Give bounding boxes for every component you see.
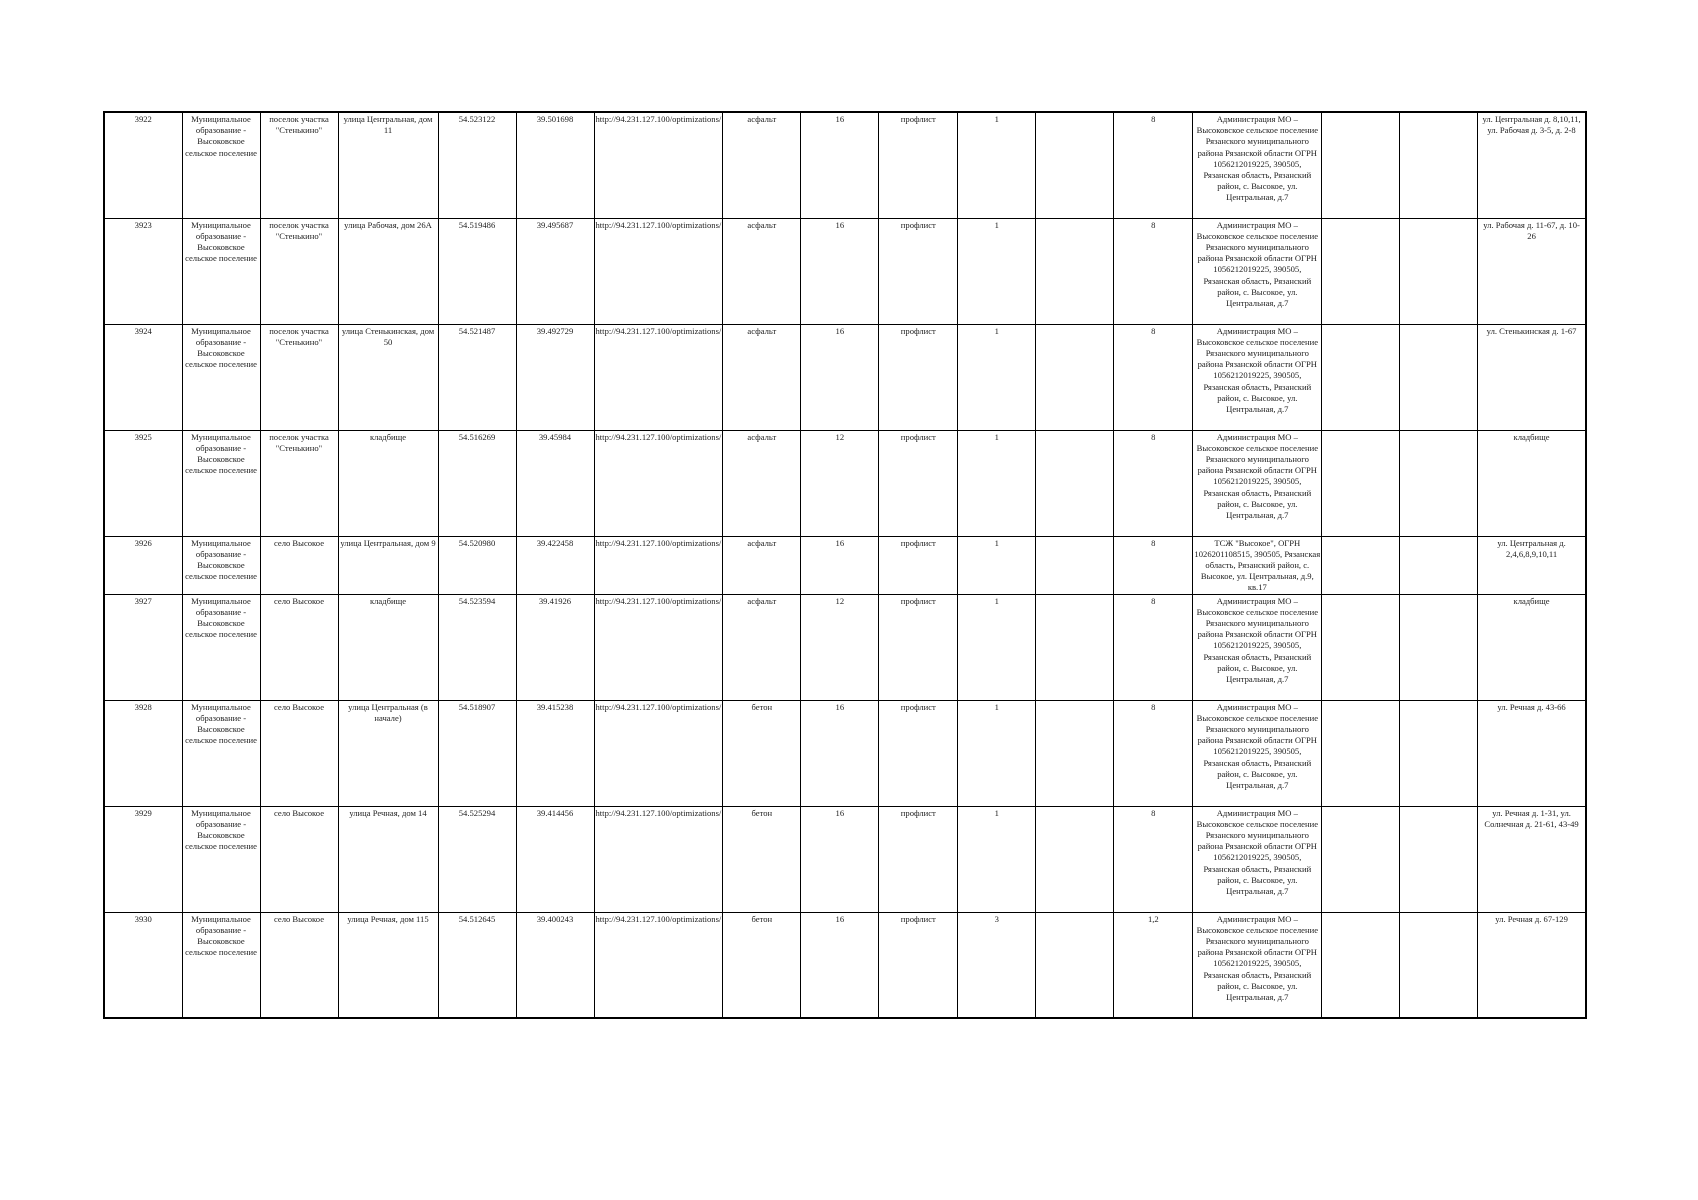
- cell-surface: бетон: [723, 806, 801, 912]
- cell-containers: 1: [958, 430, 1036, 536]
- cell-surface: бетон: [723, 700, 801, 806]
- cell-address: улица Центральная (в начале): [338, 700, 438, 806]
- cell-settlement: село Высокое: [260, 912, 338, 1018]
- cell-address: улица Центральная, дом 9: [338, 536, 438, 594]
- cell-municipality: Муниципальное образование - Высоковское сельское поселение: [182, 218, 260, 324]
- cell-empty-15: [1322, 324, 1400, 430]
- cell-empty-12: [1036, 112, 1114, 218]
- cell-area: 12: [801, 430, 879, 536]
- cell-longitude: 39.501698: [516, 112, 594, 218]
- cell-containers: 3: [958, 912, 1036, 1018]
- cell-address: улица Речная, дом 115: [338, 912, 438, 1018]
- cell-settlement: поселок участка "Стенькино": [260, 324, 338, 430]
- cell-empty-12: [1036, 536, 1114, 594]
- cell-latitude: 54.516269: [438, 430, 516, 536]
- cell-municipality: Муниципальное образование - Высоковское сельское поселение: [182, 430, 260, 536]
- cell-empty-15: [1322, 806, 1400, 912]
- cell-area: 16: [801, 700, 879, 806]
- cell-id: 3924: [104, 324, 182, 430]
- cell-sources: ул. Центральная д. 2,4,6,8,9,10,11: [1478, 536, 1586, 594]
- cell-empty-15: [1322, 594, 1400, 700]
- cell-municipality: Муниципальное образование - Высоковское сельское поселение: [182, 324, 260, 430]
- cell-volume: 8: [1114, 536, 1193, 594]
- cell-municipality: Муниципальное образование - Высоковское сельское поселение: [182, 806, 260, 912]
- cell-empty-15: [1322, 218, 1400, 324]
- cell-area: 16: [801, 912, 879, 1018]
- cell-address: улица Центральная, дом 11: [338, 112, 438, 218]
- cell-link: http://94.231.127.100/optimizations/: [594, 806, 723, 912]
- cell-volume: 1,2: [1114, 912, 1193, 1018]
- cell-empty-12: [1036, 430, 1114, 536]
- cell-surface: асфальт: [723, 218, 801, 324]
- cell-containers: 1: [958, 806, 1036, 912]
- cell-longitude: 39.495687: [516, 218, 594, 324]
- cell-municipality: Муниципальное образование - Высоковское сельское поселение: [182, 700, 260, 806]
- cell-volume: 8: [1114, 324, 1193, 430]
- cell-empty-16: [1400, 700, 1478, 806]
- cell-surface: бетон: [723, 912, 801, 1018]
- cell-latitude: 54.518907: [438, 700, 516, 806]
- cell-empty-12: [1036, 700, 1114, 806]
- cell-link: http://94.231.127.100/optimizations/: [594, 324, 723, 430]
- cell-surface: асфальт: [723, 430, 801, 536]
- cell-settlement: село Высокое: [260, 536, 338, 594]
- table-row: [104, 218, 1586, 324]
- cell-owner: Администрация МО – Высоковское сельское поселение Рязанского муниципального района Рязанской области ОГРН 1056212019225, 390505, Рязанская область, Рязанский район, с. Высокое, ул. Центральная, д.7: [1193, 324, 1322, 430]
- table-row: [104, 430, 1586, 536]
- cell-empty-12: [1036, 806, 1114, 912]
- cell-longitude: 39.45984: [516, 430, 594, 536]
- cell-fence: профлист: [879, 324, 958, 430]
- cell-settlement: поселок участка "Стенькино": [260, 112, 338, 218]
- cell-latitude: 54.525294: [438, 806, 516, 912]
- cell-owner: Администрация МО – Высоковское сельское поселение Рязанского муниципального района Рязанской области ОГРН 1056212019225, 390505, Рязанская область, Рязанский район, с. Высокое, ул. Центральная, д.7: [1193, 806, 1322, 912]
- cell-settlement: село Высокое: [260, 700, 338, 806]
- cell-owner: ТСЖ "Высокое", ОГРН 1026201108515, 390505, Рязанская область, Рязанский район, с. Высокое, ул. Центральная, д.9, кв.17: [1194, 537, 1321, 593]
- cell-area: 12: [801, 594, 879, 700]
- cell-empty-12: [1036, 324, 1114, 430]
- cell-empty-12: [1036, 218, 1114, 324]
- table-row: [104, 700, 1586, 806]
- cell-containers: 1: [958, 112, 1036, 218]
- cell-municipality: Муниципальное образование - Высоковское сельское поселение: [182, 912, 260, 1018]
- cell-empty-16: [1400, 324, 1478, 430]
- cell-sources: ул. Речная д. 67-129: [1478, 912, 1586, 1018]
- cell-fence: профлист: [879, 218, 958, 324]
- cell-empty-16: [1400, 806, 1478, 912]
- cell-area: 16: [801, 806, 879, 912]
- cell-settlement: село Высокое: [260, 594, 338, 700]
- cell-id: 3930: [104, 912, 182, 1018]
- cell-area: 16: [801, 536, 879, 594]
- cell-link: http://94.231.127.100/optimizations/: [594, 700, 723, 806]
- cell-sources: ул. Речная д. 43-66: [1478, 700, 1586, 806]
- cell-settlement: село Высокое: [260, 806, 338, 912]
- cell-owner: Администрация МО – Высоковское сельское поселение Рязанского муниципального района Рязанской области ОГРН 1056212019225, 390505, Рязанская область, Рязанский район, с. Высокое, ул. Центральная, д.7: [1193, 594, 1322, 700]
- cell-empty-16: [1400, 430, 1478, 536]
- cell-settlement: поселок участка "Стенькино": [260, 430, 338, 536]
- cell-surface: асфальт: [723, 536, 801, 594]
- cell-owner: Администрация МО – Высоковское сельское поселение Рязанского муниципального района Рязанской области ОГРН 1056212019225, 390505, Рязанская область, Рязанский район, с. Высокое, ул. Центральная, д.7: [1193, 912, 1322, 1018]
- cell-longitude: 39.41926: [516, 594, 594, 700]
- cell-volume: 8: [1114, 700, 1193, 806]
- cell-empty-15: [1322, 912, 1400, 1018]
- cell-latitude: 54.519486: [438, 218, 516, 324]
- cell-owner: Администрация МО – Высоковское сельское поселение Рязанского муниципального района Рязанской области ОГРН 1056212019225, 390505, Рязанская область, Рязанский район, с. Высокое, ул. Центральная, д.7: [1193, 112, 1322, 218]
- cell-containers: 1: [958, 700, 1036, 806]
- cell-link: http://94.231.127.100/optimizations/: [594, 430, 723, 536]
- cell-id: 3923: [104, 218, 182, 324]
- cell-fence: профлист: [879, 806, 958, 912]
- cell-id: 3929: [104, 806, 182, 912]
- cell-address: улица Рабочая, дом 26А: [338, 218, 438, 324]
- cell-longitude: 39.492729: [516, 324, 594, 430]
- cell-municipality: Муниципальное образование - Высоковское сельское поселение: [182, 536, 260, 594]
- cell-sources: ул. Рабочая д. 11-67, д. 10-26: [1478, 218, 1586, 324]
- cell-empty-15: [1322, 430, 1400, 536]
- cell-sources: ул. Центральная д. 8,10,11, ул. Рабочая д. 3-5, д. 2-8: [1478, 112, 1586, 218]
- cell-latitude: 54.523594: [438, 594, 516, 700]
- cell-owner: Администрация МО – Высоковское сельское поселение Рязанского муниципального района Рязанской области ОГРН 1056212019225, 390505, Рязанская область, Рязанский район, с. Высокое, ул. Центральная, д.7: [1193, 218, 1322, 324]
- cell-longitude: 39.414456: [516, 806, 594, 912]
- cell-sources: кладбище: [1478, 594, 1586, 700]
- cell-address: кладбище: [338, 430, 438, 536]
- cell-link: http://94.231.127.100/optimizations/: [594, 218, 723, 324]
- cell-volume: 8: [1114, 430, 1193, 536]
- cell-empty-15: [1322, 112, 1400, 218]
- cell-area: 16: [801, 324, 879, 430]
- cell-latitude: 54.520980: [438, 536, 516, 594]
- table-row: [104, 806, 1586, 912]
- cell-volume: 8: [1114, 806, 1193, 912]
- cell-link: http://94.231.127.100/optimizations/: [594, 536, 723, 594]
- cell-area: 16: [801, 112, 879, 218]
- cell-fence: профлист: [879, 430, 958, 536]
- cell-empty-15: [1322, 536, 1400, 594]
- cell-id: 3925: [104, 430, 182, 536]
- cell-fence: профлист: [879, 112, 958, 218]
- cell-longitude: 39.422458: [516, 536, 594, 594]
- cell-empty-16: [1400, 536, 1478, 594]
- cell-longitude: 39.400243: [516, 912, 594, 1018]
- table-row: [104, 324, 1586, 430]
- cell-latitude: 54.512645: [438, 912, 516, 1018]
- cell-fence: профлист: [879, 536, 958, 594]
- cell-containers: 1: [958, 594, 1036, 700]
- cell-id: 3927: [104, 594, 182, 700]
- table-row: [104, 912, 1586, 1018]
- table-row: [104, 112, 1586, 218]
- cell-link: http://94.231.127.100/optimizations/: [594, 112, 723, 218]
- cell-volume: 8: [1114, 594, 1193, 700]
- cell-link: http://94.231.127.100/optimizations/: [594, 594, 723, 700]
- cell-empty-12: [1036, 594, 1114, 700]
- cell-containers: 1: [958, 536, 1036, 594]
- cell-address: улица Речная, дом 14: [338, 806, 438, 912]
- table-row: [104, 594, 1586, 700]
- cell-sources: ул. Стенькинская д. 1-67: [1478, 324, 1586, 430]
- cell-fence: профлист: [879, 594, 958, 700]
- cell-volume: 8: [1114, 218, 1193, 324]
- cell-id: 3928: [104, 700, 182, 806]
- cell-empty-12: [1036, 912, 1114, 1018]
- cell-municipality: Муниципальное образование - Высоковское сельское поселение: [182, 594, 260, 700]
- cell-municipality: Муниципальное образование - Высоковское сельское поселение: [182, 112, 260, 218]
- cell-sources: кладбище: [1478, 430, 1586, 536]
- cell-empty-16: [1400, 594, 1478, 700]
- cell-settlement: поселок участка "Стенькино": [260, 218, 338, 324]
- cell-address: кладбище: [338, 594, 438, 700]
- cell-surface: асфальт: [723, 594, 801, 700]
- cell-fence: профлист: [879, 700, 958, 806]
- cell-containers: 1: [958, 218, 1036, 324]
- cell-area: 16: [801, 218, 879, 324]
- registry-table: [103, 111, 1587, 1019]
- cell-surface: асфальт: [723, 324, 801, 430]
- cell-latitude: 54.523122: [438, 112, 516, 218]
- cell-empty-16: [1400, 218, 1478, 324]
- cell-link: http://94.231.127.100/optimizations/: [594, 912, 723, 1018]
- cell-empty-15: [1322, 700, 1400, 806]
- cell-volume: 8: [1114, 112, 1193, 218]
- cell-empty-16: [1400, 912, 1478, 1018]
- cell-address: улица Стенькинская, дом 50: [338, 324, 438, 430]
- cell-empty-16: [1400, 112, 1478, 218]
- cell-surface: асфальт: [723, 112, 801, 218]
- cell-id: 3926: [104, 536, 182, 594]
- cell-fence: профлист: [879, 912, 958, 1018]
- cell-id: 3922: [104, 112, 182, 218]
- table-row: [104, 536, 1586, 594]
- cell-sources: ул. Речная д. 1-31, ул. Солнечная д. 21-61, 43-49: [1478, 806, 1586, 912]
- cell-owner: Администрация МО – Высоковское сельское поселение Рязанского муниципального района Рязанской области ОГРН 1056212019225, 390505, Рязанская область, Рязанский район, с. Высокое, ул. Центральная, д.7: [1193, 700, 1322, 806]
- cell-longitude: 39.415238: [516, 700, 594, 806]
- cell-latitude: 54.521487: [438, 324, 516, 430]
- cell-owner: Администрация МО – Высоковское сельское поселение Рязанского муниципального района Рязанской области ОГРН 1056212019225, 390505, Рязанская область, Рязанский район, с. Высокое, ул. Центральная, д.7: [1193, 430, 1322, 536]
- cell-containers: 1: [958, 324, 1036, 430]
